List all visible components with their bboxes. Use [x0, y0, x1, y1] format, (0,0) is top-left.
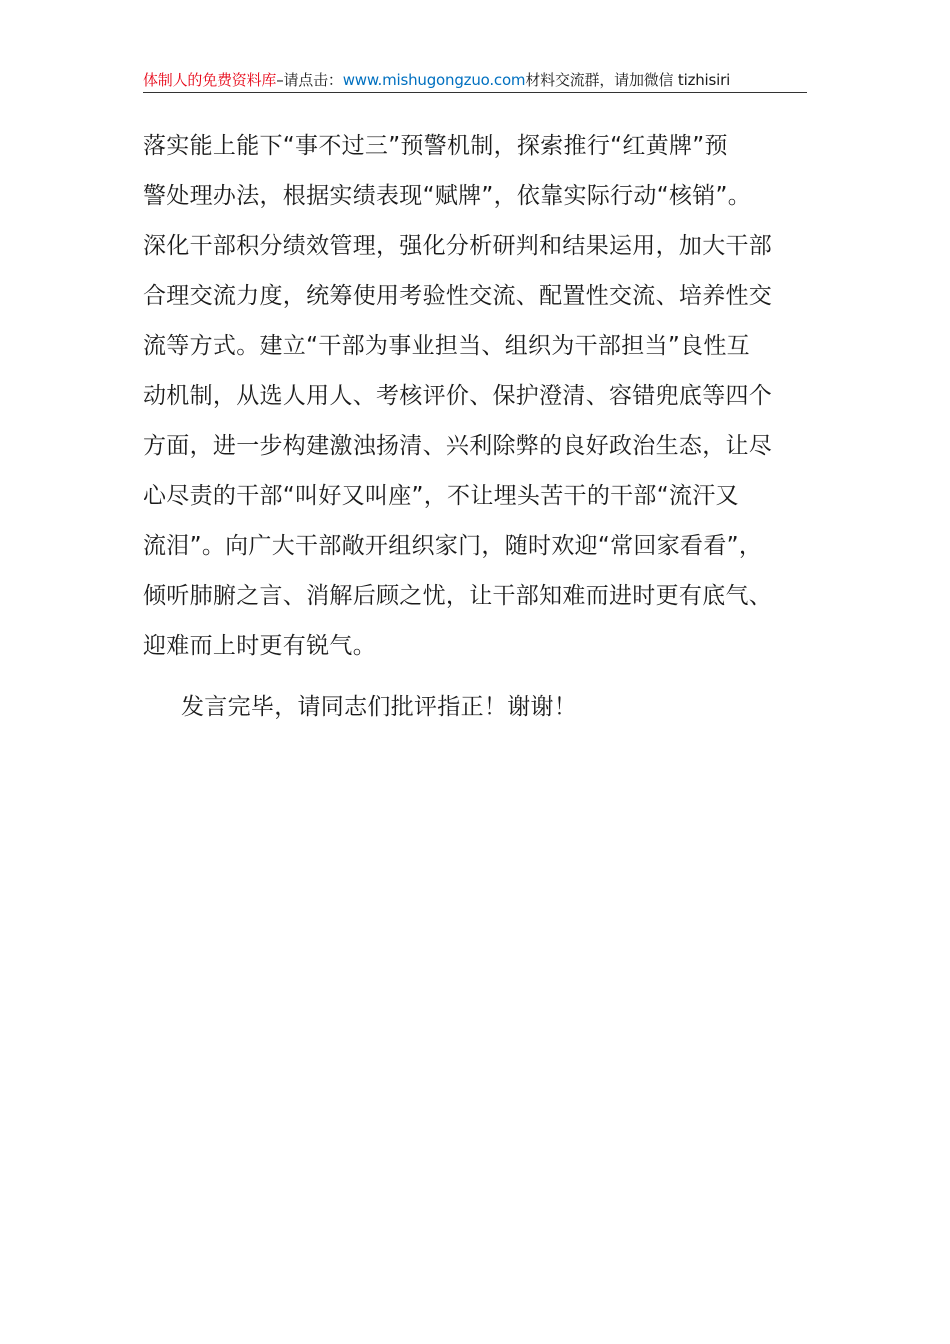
body-line: 落实能上能下“事不过三”预警机制，探索推行“红黄牌”预	[143, 133, 728, 159]
body-line: 迎难而上时更有锐气。	[143, 633, 376, 659]
header-url-link[interactable]: www.mishugongzuo.com	[342, 71, 526, 89]
body-line: 动机制，从选人用人、考核评价、保护澄清、容错兜底等四个	[143, 383, 773, 409]
body-paragraph	[143, 121, 823, 671]
header-site-name: 体制人的免费资料库	[143, 71, 277, 89]
body-line: 深化干部积分绩效管理，强化分析研判和结果运用，加大干部	[143, 233, 773, 259]
body-line: 流等方式。建立“干部为事业担当、组织为干部担当”良性互	[143, 333, 750, 359]
closing-remark: 发言完毕，请同志们批评指正！谢谢！	[181, 694, 578, 720]
body-line: 流泪”。向广大干部敞开组织家门，随时欢迎“常回家看看”，	[143, 533, 763, 559]
header-prompt: –请点击：	[276, 71, 343, 89]
body-line: 方面，进一步构建激浊扬清、兴利除弊的良好政治生态，让尽	[143, 433, 773, 459]
body-line: 倾听肺腑之言、消解后顾之忧，让干部知难而进时更有底气、	[143, 583, 773, 609]
body-line: 合理交流力度，统筹使用考验性交流、配置性交流、培养性交	[143, 283, 773, 309]
page-header	[143, 68, 807, 93]
body-line: 心尽责的干部“叫好又叫座”，不让埋头苦干的干部“流汗又	[143, 483, 739, 509]
header-suffix: 材料交流群，请加微信 tizhisiri	[525, 71, 731, 89]
body-line: 警处理办法，根据实绩表现“赋牌”，依靠实际行动“核销”。	[143, 183, 752, 209]
